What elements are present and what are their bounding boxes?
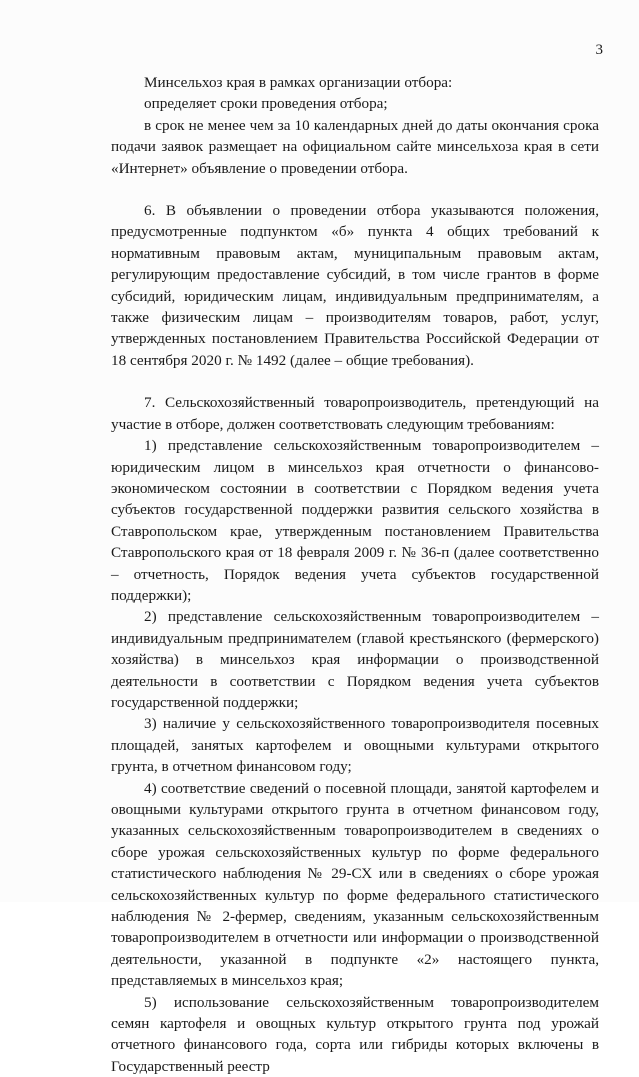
paragraph-item-7: 7. Сельскохозяйственный товаропроизводитель, претендующий на участие в отборе, должен соответствовать следующим требованиям:	[111, 394, 599, 433]
paragraph-subitem-4: 4) соответствие сведений о посевной площади, занятой картофелем и овощными культурами открытого грунта в отчетном финансовом году, указанных сельскохозяйственным товаропроизводителем в сведениях о сборе урожая сельскохозяйственных культур по форме федерального статистического наблюдения № 29-СХ или в сведениях о сборе урожая сельскохозяйственных культур по форме федерального статистического наблюдения № 2-фермер, сведениям, указанным сельскохозяйственным товаропроизводителем в отчетности или информации о производственной деятельности, указанной в подпункте «2» настоящего пункта, представляемых в минсельхоз края;	[111, 779, 599, 990]
paragraph-subitem-2: 2) представление сельскохозяйственным товаропроизводителем – индивидуальным предпринимателем (главой крестьянского (фермерского) хозяйства) в минсельхоз края информации о производственной деятельности в соответствии с Порядком ведения учета субъектов государственной поддержки;	[111, 608, 599, 711]
paragraph-announcement: в срок не менее чем за 10 календарных дней до даты окончания срока подачи заявок размещает на официальном сайте минсельхоза края в сети «Интернет» объявление о проведении отбора.	[111, 116, 599, 177]
page-number: 3	[595, 42, 603, 58]
paragraph-subitem-3: 3) наличие у сельскохозяйственного товаропроизводителя посевных площадей, занятых картофелем и овощными культурами открытого грунта, в отчетном финансовом году;	[111, 715, 599, 776]
document-body	[111, 72, 599, 1077]
paragraph-spacer	[111, 179, 599, 200]
paragraph-spacer	[111, 371, 599, 392]
paragraph-item-6: 6. В объявлении о проведении отбора указываются положения, предусмотренные подпунктом «б» пункта 4 общих требований к нормативным правовым актам, муниципальным правовым актам, регулирующим предоставление субсидий, в том числе грантов в форме субсидий, юридическим лицам, индивидуальным предпринимателям, а также физическим лицам – производителям товаров, работ, услуг, утвержденных постановлением Правительства Российской Федерации от 18 сентября 2020 г. № 1492 (далее – общие требования).	[111, 202, 599, 369]
paragraph-intro: Минсельхоз края в рамках организации отбора:	[144, 74, 453, 91]
paragraph-subitem-5: 5) использование сельскохозяйственным товаропроизводителем семян картофеля и овощных культур открытого грунта под урожай отчетного финансового года, сорта или гибриды которых включены в Государственный реестр	[111, 993, 599, 1075]
paragraph-subitem-1: 1) представление сельскохозяйственным товаропроизводителем – юридическим лицом в минсельхоз края отчетности о финансово-экономическом состоянии в соответствии с Порядком ведения учета субъектов государственной поддержки развития сельского хозяйства в Ставропольском крае, утвержденным постановлением Правительства Ставропольского края от 18 февраля 2009 г. № 36-п (далее соответственно – отчетность, Порядок ведения учета субъектов государственной поддержки);	[111, 437, 599, 604]
paragraph-deadlines: определяет сроки проведения отбора;	[144, 95, 388, 113]
